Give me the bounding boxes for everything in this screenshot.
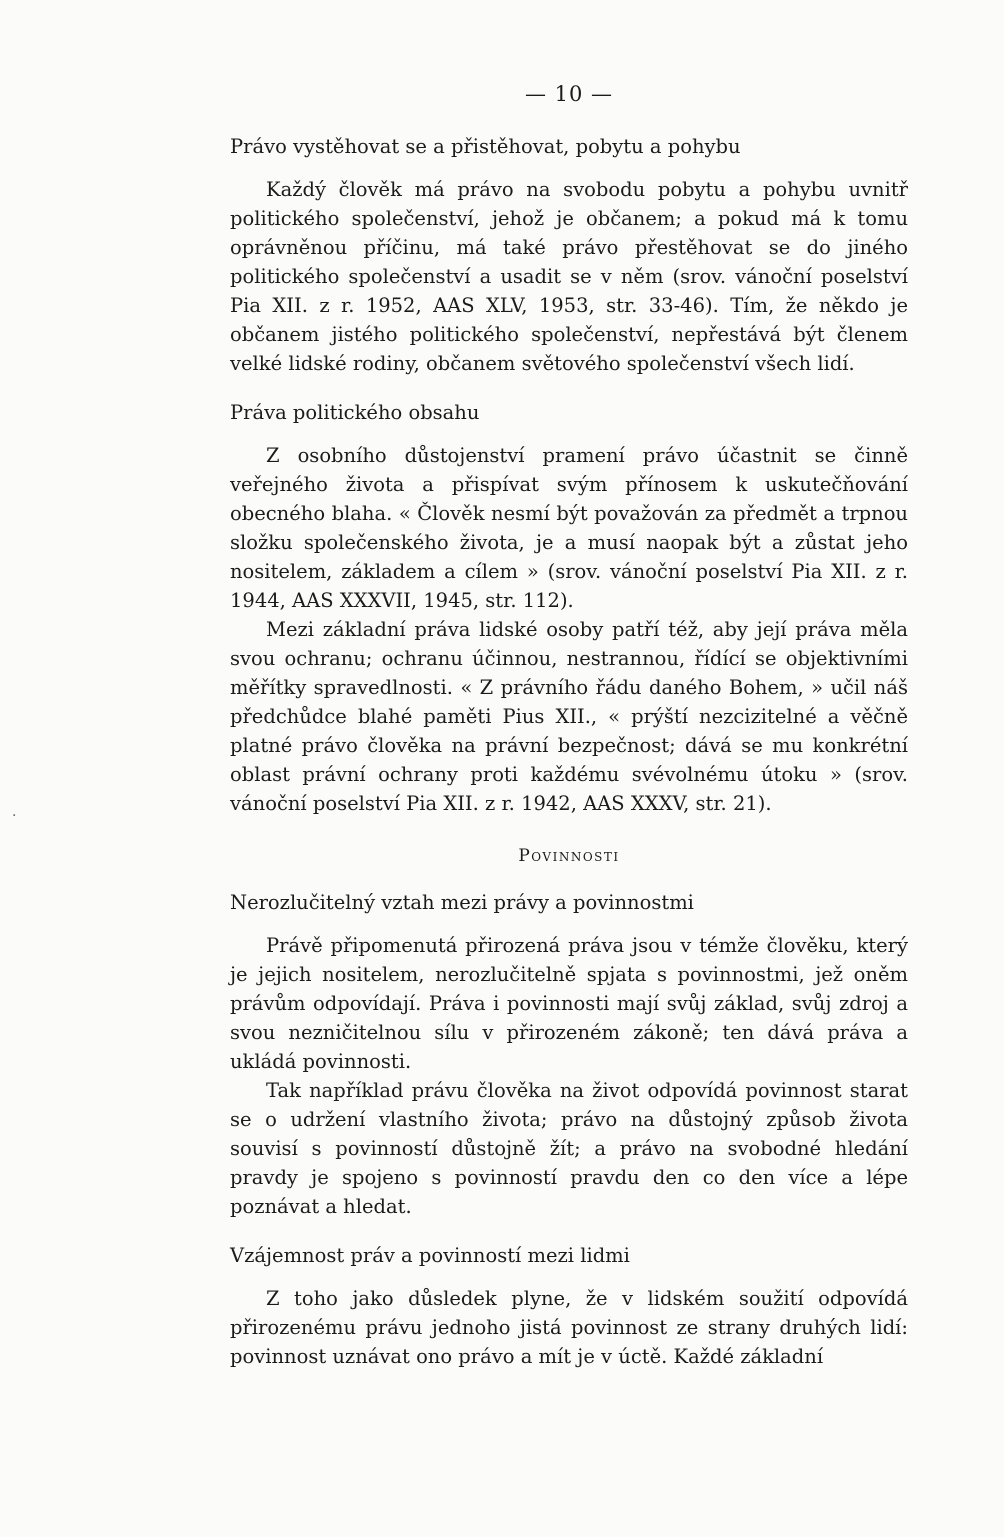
paragraph: Každý člověk má právo na svobodu pobytu a pohybu uvnitř politického společenství, jehož je občanem; a pokud má k tomu oprávněnou příčinu, má také právo přestěhovat se do jiného politického společenství a usadit se v něm (srov. vánoční poselství Pia XII. z r. 1952, AAS XLV, 1953, str. 33-46). Tím, že někdo je občanem jistého politického společenství, nepřestává být členem velké lidské rodiny, občanem světového společenství všech lidí. <box>230 178 908 375</box>
section-migration <box>230 132 908 378</box>
scan-speck: · <box>12 808 17 824</box>
section-heading: Nerozlučitelný vztah mezi právy a povinnostmi <box>230 891 694 914</box>
section-political-rights <box>230 398 908 818</box>
section-heading: Vzájemnost práv a povinností mezi lidmi <box>230 1244 630 1267</box>
paragraph: Tak například právu člověka na život odpovídá povinnost starat se o udržení vlastního života; právo na důstojný způsob života souvisí s povinností důstojně žít; a právo na svobodné hledání pravdy je spojeno s povinností pravdu den co den více a lépe poznávat a hledat. <box>230 1079 908 1218</box>
paragraph: Mezi základní práva lidské osoby patří též, aby její práva měla svou ochranu; ochranu účinnou, nestrannou, řídící se objektivními měřítky spravedlnosti. « Z právního řádu daného Bohem, » učil náš předchůdce blahé paměti Pius XII., « prýští nezcizitelné a věčně platné právo člověka na právní bezpečnost; dává se mu konkrétní oblast právní ochrany proti každému svévolnému útoku » (srov. vánoční poselství Pia XII. z r. 1942, AAS XXXV, str. 21). <box>230 618 908 815</box>
section-rights-duties <box>230 888 908 1221</box>
page-number: — 10 — <box>524 82 614 106</box>
section-reciprocity <box>230 1241 908 1371</box>
document-page <box>230 82 908 1371</box>
section-heading: Práva politického obsahu <box>230 401 480 424</box>
paragraph: Z osobního důstojenství pramení právo účastnit se činně veřejného života a přispívat svým přínosem k uskutečňování obecného blaha. « Člověk nesmí být považován za předmět a trpnou složku společenského života, je a musí naopak být a zůstat jeho nositelem, základem a cílem » (srov. vánoční poselství Pia XII. z r. 1944, AAS XXXVII, 1945, str. 112). <box>230 444 908 612</box>
part-title: Povinnosti <box>518 846 620 866</box>
paragraph: Právě připomenutá přirozená práva jsou v témže člověku, který je jejich nositelem, nerozlučitelně spjata s povinnostmi, jež oněm právům odpovídají. Práva i povinnosti mají svůj základ, svůj zdroj a svou nezničitelnou sílu v přirozeném zákoně; ten dává práva a ukládá povinnosti. <box>230 934 908 1073</box>
paragraph: Z toho jako důsledek plyne, že v lidském soužití odpovídá přirozenému právu jednoho jistá povinnost ze strany druhých lidí: povinnost uznávat ono právo a mít je v úctě. Každé základní <box>230 1287 908 1368</box>
section-heading: Právo vystěhovat se a přistěhovat, pobytu a pohybu <box>230 135 741 158</box>
